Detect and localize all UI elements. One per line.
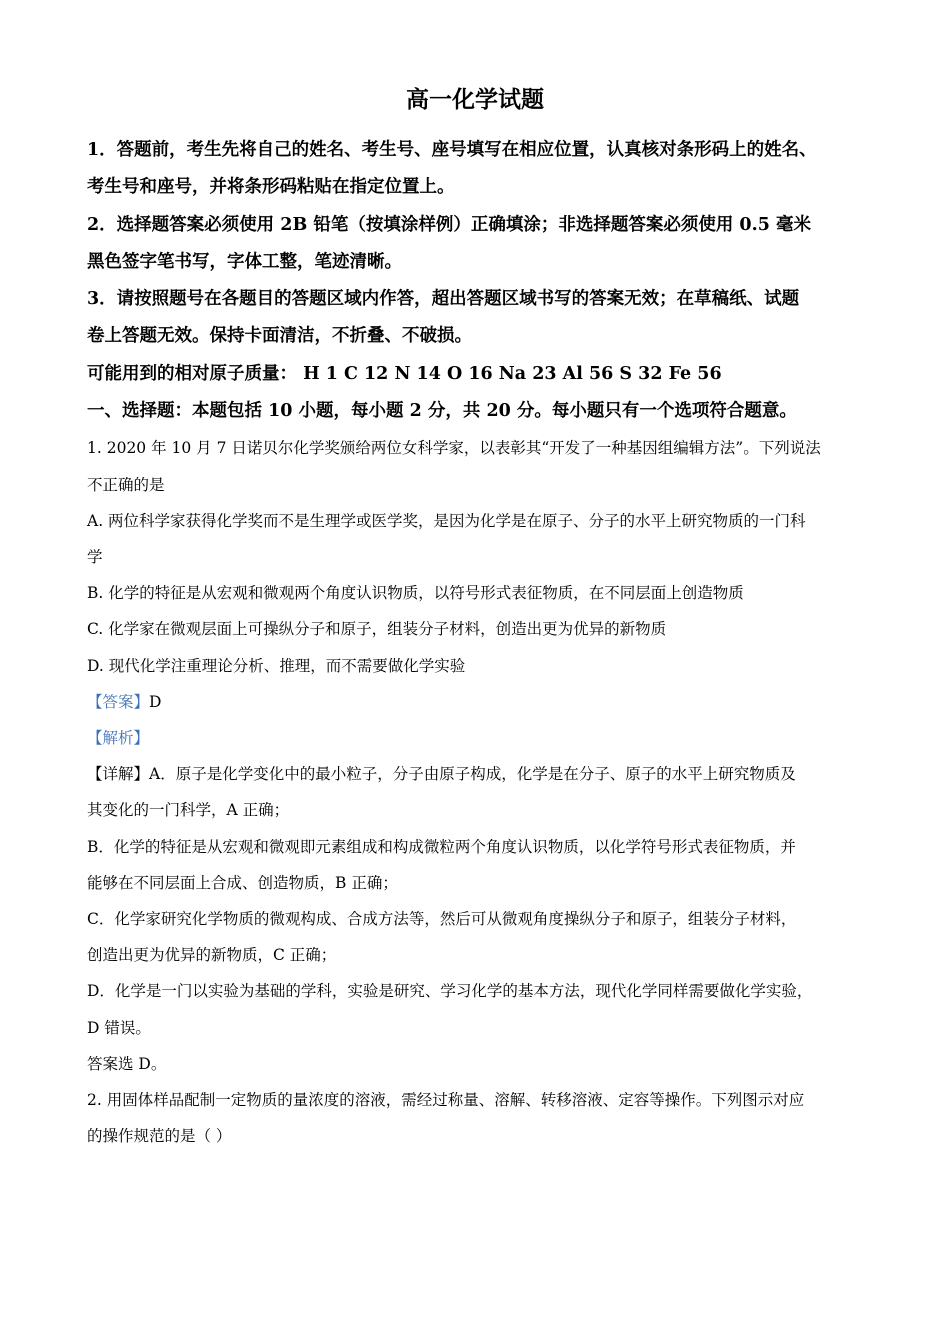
detail-line: D．化学是一门以实验为基础的学科，实验是研究、学习化学的基本方法，现代化学同样需要做化学实验， xyxy=(87,982,813,1001)
atomic-masses: 可能用到的相对原子质量： H 1 C 12 N 14 O 16 Na 23 Al 56 S 32 Fe 56 xyxy=(87,363,722,384)
question-stem: 不正确的是 xyxy=(87,475,165,494)
detail-line: 创造出更为优异的新物质，C 正确； xyxy=(87,946,337,965)
analysis-tag: 【解析】 xyxy=(87,729,150,747)
section-heading: 一、选择题：本题包括 10 小题，每小题 2 分，共 20 分。每小题只有一个选项符合题意。 xyxy=(87,401,797,422)
instruction-line: 卷上答题无效。保持卡面清洁，不折叠、不破损。 xyxy=(87,326,472,347)
detail-line: D 错误。 xyxy=(87,1018,151,1037)
detail-text: A．原子是化学变化中的最小粒子，分子由原子构成，化学是在分子、原子的水平上研究物质及 xyxy=(149,765,796,784)
question-1 xyxy=(87,430,877,1082)
option-d: D. 现代化学注重理论分析、推理，而不需要做化学实验 xyxy=(87,656,466,675)
page-title: 高一化学试题 xyxy=(406,86,544,113)
detail-line: 其变化的一门科学，A 正确； xyxy=(87,801,290,820)
document-body xyxy=(87,132,877,1154)
option-b: B. 化学的特征是从宏观和微观两个角度认识物质，以符号形式表征物质，在不同层面上创造物质 xyxy=(87,584,744,603)
option-c: C. 化学家在微观层面上可操纵分子和原子，组装分子材料，创造出更为优异的新物质 xyxy=(87,620,667,639)
instructions xyxy=(87,132,877,356)
instruction-line: 2．选择题答案必须使用 2B 铅笔（按填涂样例）正确填涂；非选择题答案必须使用 0.5 毫米 xyxy=(87,214,811,235)
answer-line xyxy=(87,684,877,720)
question-stem: 1. 2020 年 10 月 7 日诺贝尔化学奖颁给两位女科学家，以表彰其“开发了一种基因组编辑方法”。下列说法 xyxy=(87,439,821,458)
detail-tag: 【详解】 xyxy=(87,765,150,784)
answer-tag: 【答案】 xyxy=(87,692,150,711)
answer-value: D xyxy=(149,692,162,711)
question-stem: 的操作规范的是（ ） xyxy=(87,1127,232,1146)
detail-line: 能够在不同层面上合成、创造物质，B 正确； xyxy=(87,873,398,892)
detail-line: C．化学家研究化学物质的微观构成、合成方法等，然后可从微观角度操纵分子和原子，组装分子材料， xyxy=(87,910,797,929)
detail-line: B．化学的特征是从宏观和微观即元素组成和构成微粒两个角度认识物质，以化学符号形式表征物质，并 xyxy=(87,837,796,856)
instruction-line: 3．请按照题号在各题目的答题区域内作答，超出答题区域书写的答案无效；在草稿纸、试题 xyxy=(87,289,800,310)
analysis-line xyxy=(87,720,877,756)
option-a: A. 两位科学家获得化学奖而不是生理学或医学奖，是因为化学是在原子、分子的水平上研究物质的一门科 xyxy=(87,511,806,530)
detail-line xyxy=(87,756,877,792)
question-stem: 2. 用固体样品配制一定物质的量浓度的溶液，需经过称量、溶解、转移溶液、定容等操作。下列图示对应 xyxy=(87,1091,805,1110)
instruction-line: 1．答题前，考生先将自己的姓名、考生号、座号填写在相应位置，认真核对条形码上的姓名、 xyxy=(87,140,817,160)
conclusion-line: 答案选 D。 xyxy=(87,1054,167,1073)
instruction-line: 黑色签字笔书写，字体工整，笔迹清晰。 xyxy=(87,251,402,272)
instruction-line: 考生号和座号，并将条形码粘贴在指定位置上。 xyxy=(87,177,455,198)
question-2 xyxy=(87,1082,877,1154)
option-a-continued: 学 xyxy=(87,547,103,566)
